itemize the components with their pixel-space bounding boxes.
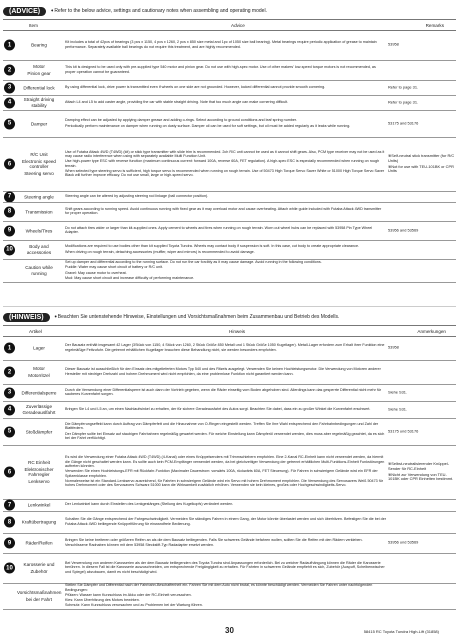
table-row <box>3 80 456 96</box>
advice-paragraph: Stellen Sie Dämpfer und Differential nach der Fahrbahn-Beschaffenheit ein. Fahren Sie mit dem Auto nicht brutal, es könnte beschädigt werden. Vermeiden Sie Fahren unter nachfolgenden Bedingungen: <box>65 583 373 592</box>
step-number: 9 <box>4 225 15 236</box>
remarks-text <box>388 540 456 547</box>
table-row <box>3 511 456 534</box>
remark-line: ※Nicht zur Verwendung von TEU-101BK oder CPR Einheiten bestimmt. <box>388 471 454 482</box>
advice-section <box>0 4 459 304</box>
advice-text <box>65 512 386 532</box>
item-line: Straight driving <box>23 96 55 102</box>
item-line: Electronic speed controller <box>22 158 56 169</box>
item-name <box>17 589 61 603</box>
item-line: Räder/Reifen <box>25 540 53 546</box>
column-remarks: Remarks <box>425 22 444 28</box>
step-number: 6 <box>4 467 15 478</box>
advice-paragraph: Verwenden Sie einen Hochleistungs-EFR mit Rückfahr-Funktion (Maximaler Dauerstrom: vorwärts 100A, rückwärts 60A, FET Steuerung). Für Fahren in schwierigem Gelände wird ein EFR der Spitzenklasse empfohlen. <box>65 469 378 478</box>
advice-intro: ➧Refer to the below advice, settings and cautionary notes when assembling and operating model. <box>50 8 267 14</box>
step-number: 8 <box>4 517 15 528</box>
page-footer <box>0 624 459 638</box>
table-row <box>3 418 456 446</box>
item-line: Lenkwinkel <box>27 502 51 508</box>
column-artikel: Artikel <box>29 328 42 334</box>
item-line: Caution while <box>25 264 53 270</box>
advice-text <box>65 402 386 417</box>
advice-text <box>65 31 386 59</box>
column-hinweis: Hinweis <box>229 328 246 334</box>
item-name <box>17 208 61 216</box>
remarks-text <box>388 120 456 127</box>
item-line: Wheels/Tires <box>25 227 53 233</box>
table-row <box>3 401 456 419</box>
advice-paragraph: Die Dämpferungseffekt kann durch Auftrag von Dämpferfett und die Hinzunahme von O-Ringen eingestellt werden. Treffen Sie Ihre Wahl entsprechend den Fahrbahnbedingungen und Zahl der Blattfedern. <box>65 421 379 431</box>
advice-paragraph: Use high-power type ESC with reverse function (maximum continuous current: forward 100A, reverse 60A, FET regulation). A high-spec ESC is especially recommended when running on rough terrain. <box>65 159 380 168</box>
item-name <box>17 389 61 397</box>
table-row <box>3 95 456 111</box>
item-name <box>17 344 61 352</box>
step-number: 5 <box>4 426 15 437</box>
advice-paragraph: Normalerweise ist ein Standard-Lenkservo ausreichend, für Fahrten in schwierigem Gelände wird ein Servo mit hohem Drehmoment empfohlen. Die Verwendung des Servosavers Weiß 50473 für hohes Drehmoment oder des Servosavers Schwarz 51000 kann die Wirksamkeit zusätzlich erhöhen. Verwenden sie kein kleines, großes oder Hochgeschwindigkeits-Servo. <box>65 479 384 488</box>
advice-paragraph: Der Dämpfer sollte bei Einsatz auf staubigen Fahrbahnen regelmäßig gewartet werden. Für weiche Einstellung kann Dämpferöl verwendet werden, dies muss aber regelmäßig geachtet, da es sich bei der Fahrt verflüchtigt. <box>65 431 385 440</box>
item-name <box>17 63 61 77</box>
item-line: Pinion gear <box>27 70 51 76</box>
advice-paragraph: Dieser Bausatz ist ausschließlich für den Einsatz des mitgelieferten Motors Typ 540 und des Ritzels ausgelegt. Verwenden Sie keinen Hochleistungsmotor. Die Verwendung von Motoren anderer Hersteller mit niedriger Drehzahl und hohem Drehmoment wird nicht empfohlen, da eine problemlose Funktion nicht garantiert werden kann. <box>65 367 381 376</box>
advice-title: (ADVICE) <box>3 7 46 16</box>
item-name <box>17 428 61 436</box>
item-name <box>17 561 61 575</box>
advice-paragraph: Set up damper and differential according to the running surface. Do not run the car forcibly as it may cause damage. Avoid running in the following conditions. <box>65 260 322 265</box>
advice-paragraph: Puddle: Water may cause short circuit of battery or R/C unit. <box>65 265 164 270</box>
advice-text <box>65 81 386 94</box>
item-name <box>17 227 61 235</box>
advice-paragraph: Periodically perform maintenance on damper when running on dusty surface. Damper oil can be used for soft settings, but oil must be added regularly as it leaks while running. <box>65 123 351 128</box>
advice-paragraph: Gravel: May cause motor to overheat. <box>65 270 127 275</box>
advice-paragraph: Mud: May cause short circuit and increase difficulty of performing maintenance. <box>65 275 195 280</box>
step-number: 6 <box>4 159 15 170</box>
advice-text <box>65 419 386 444</box>
item-line: Differential lock <box>23 84 55 90</box>
item-line: Transmission <box>25 208 53 214</box>
item-line: Stoßdämpfer <box>25 428 53 434</box>
table-row <box>3 553 456 584</box>
hinweis-header <box>3 310 456 324</box>
advice-paragraph: Damping effect can be adjusted by applying damper grease and adding o-rings. Select according to ground conditions and leaf spring number. <box>65 118 297 123</box>
advice-paragraph: Durch die Verwendung einer Differentialsperre ist auch dann der Vortrieb gegeben, wenn die Räder einseitig vom Boden abgehoben sind. Allerdings kann das gesperrte Differential nicht mehr für sauberes Kurvenfahrt sorgen. <box>65 387 382 397</box>
table-row <box>3 221 456 241</box>
table-row <box>3 583 456 610</box>
advice-text <box>65 111 386 136</box>
advice-paragraph: Bringen Sie L4 und L5 an, um einen Nachlaufwinkel zu erhalten, der für sichere Geradeausfahrt des Autos sorgt. Beachten Sie dabei, dass ein zu großer Winkel die Kurvenfahrt erschwert. <box>65 406 371 411</box>
column-advice: Advice <box>231 22 245 28</box>
item-line: Steering servo <box>24 170 54 176</box>
item-line: Damper <box>30 120 48 126</box>
step-number: 2 <box>4 367 15 378</box>
remark-line: 53956 und 53569 <box>388 539 419 545</box>
step-number: 3 <box>4 82 15 93</box>
advice-text <box>65 584 386 608</box>
remarks-text <box>388 227 456 234</box>
remark-line: ※Self-neutral stick transmitter (for R/C Units) <box>388 152 455 163</box>
item-name <box>17 96 61 110</box>
table-row <box>3 110 456 138</box>
item-name <box>17 403 61 417</box>
remarks-text <box>388 461 456 483</box>
step-number: 7 <box>4 500 15 511</box>
step-number: 5 <box>4 118 15 129</box>
item-name <box>17 518 61 526</box>
table-row <box>3 336 456 361</box>
item-line: running <box>31 271 47 276</box>
advice-paragraph: When driving on rough terrain, detaching accessories (muffler, wiper and mirrors) is recommended to avoid damage. <box>65 249 255 254</box>
advice-text <box>65 203 386 220</box>
advice-text <box>65 138 386 190</box>
remarks-text <box>388 389 456 396</box>
remark-line: ※Selbst-neutralisierender Knüppel-Sender für RC-Einheit <box>388 460 450 471</box>
remarks-text <box>388 153 456 175</box>
item-line: bei der Fahrt <box>25 596 53 602</box>
advice-table <box>3 30 456 304</box>
item-line: Lenkservo <box>28 478 50 484</box>
advice-text <box>65 554 386 582</box>
advice-paragraph: Es wird die Verwendung einer Futaba Attack 4WD (T4WD) (4-Kanal) oder eines Knüppelsenders mit Trimmschiebern empfohlen. Eine 2-Kanal RC-Einheit kann nicht verwendet werden, da hiermit die Gänge nicht geschaltet werden kann. Es sollte auch kein PCM-Empfänger verwendet werden, da bei gleichzeitiger Verwendung der getrennt erhältlichen Multi-Funktions-Einheit Funkstörungen auftreten könnten. <box>65 455 385 469</box>
advice-paragraph: Attach L4 and L5 to add caster angle, providing the car with stable straight driving. Note that too much angle can make cornering difficult. <box>65 99 289 104</box>
advice-paragraph: Modifications are required to use bodies other than kit supplied Toyota Tundra. Wheels may contact body if suspension is soft. In this case, cut body to create appropriate clearance. <box>65 244 360 249</box>
remark-line: 53175 and 53176 <box>388 120 419 126</box>
advice-text <box>65 337 386 359</box>
table-row <box>3 60 456 81</box>
item-line: Motor <box>33 366 45 371</box>
advice-text <box>65 446 386 498</box>
remarks-text <box>388 406 456 413</box>
step-number: 4 <box>4 404 15 415</box>
item-line: Geradeauslfahrt <box>22 410 56 415</box>
item-line: Zuverlässige <box>25 403 53 409</box>
table-row <box>3 259 456 283</box>
advice-paragraph: Bei Verwendung von anderen Karosserien als der dem Bausatz beiliegenden des Toyota Tundra sind Anpassungen erforderlich. Bei zu weicher Radaufhängung können die Räder die Karosserie berühren. In diesem Fall ist die Karosserie auszuschneiden, um entsprechende Freigängigkeit zu erhalten. Für Fahrten in schwerem Gelände empfiehlt es sich, Zubehör (Auspuff, Scheibenwischer und Spiegel) abzubauen, damit es nicht beschädigt wird. <box>65 560 385 574</box>
advice-text <box>65 61 386 79</box>
table-row <box>3 202 456 222</box>
advice-text <box>65 192 386 201</box>
step-number: 2 <box>4 65 15 76</box>
step-number: 4 <box>4 97 15 108</box>
item-name <box>17 365 61 379</box>
advice-text <box>65 222 386 239</box>
advice-text <box>65 96 386 109</box>
page-number: 30 <box>225 626 234 635</box>
remarks-text <box>388 99 456 106</box>
hinweis-section <box>0 310 459 622</box>
advice-paragraph: Kit includes a total of 42pcs of bearings (3 pcs x 1150, 4 pcs x 1260, 2 pcs x 850 size metal and 1pc of 1050 size ball bearing). Metal bearings require periodic application of grease to maintain performance. Separately available ball bearings do not require this treatment, and are highly recommended. <box>65 40 377 49</box>
advice-paragraph: By using differential lock, drive power is transmitted even if wheels on one side are not grounded. However, locked differential cannot provide smooth cornering. <box>65 84 326 89</box>
item-name <box>17 501 61 509</box>
table-row <box>3 533 456 554</box>
advice-text <box>65 534 386 552</box>
remarks-text <box>388 84 456 91</box>
hinweis-table <box>3 336 456 622</box>
remark-line: Refer to page 31. <box>388 84 419 90</box>
remarks-text <box>388 345 456 352</box>
advice-paragraph: Kies: Kann Überhitzung des Motors bewirken. <box>65 598 140 603</box>
table-row <box>3 30 456 61</box>
step-number: 10 <box>4 244 15 255</box>
step-number: 10 <box>4 563 15 574</box>
item-name <box>17 539 61 547</box>
column-anmerkungen: Anmerkungen <box>417 328 446 334</box>
step-number: 3 <box>4 387 15 398</box>
item-line: Elektronischer Fahrregler <box>24 466 54 477</box>
item-name <box>17 120 61 128</box>
step-number: 1 <box>4 343 15 354</box>
remark-line: 53956 and 53569 <box>388 227 419 233</box>
advice-text <box>65 361 386 383</box>
advice-paragraph: Bringen Sie keine breiteren oder größeren Reifen an als die dem Bausatz beiliegenden. Falls Sie schweres Gelände befahren wollen, sollten Sie die Reifen mit den Rädern verkleben. Verschlissene Radnaben können mit dem 53958 Steckstift-Typ Radadapter ersetzt werden. <box>65 538 363 547</box>
item-line: Differentialsperre <box>21 389 57 395</box>
advice-text <box>65 500 386 510</box>
item-line: Bearing <box>31 42 47 48</box>
advice-paragraph: Schmutz: Kann Kurzschluss verursachen und zu Problemen bei der Wartung führen. <box>65 603 203 608</box>
advice-paragraph: When selected type steering servo is sufficient, high torque servo is recommended when running on rough terrain. Use of 50473 High Torque Servo Saver White or 51000 High Torque Servo Saver Black will further improve efficacy. Do not use small, large or high-speed servo. <box>65 168 385 178</box>
advice-text <box>65 241 386 258</box>
column-item: Item <box>29 22 38 28</box>
item-name <box>17 84 61 92</box>
advice-paragraph: Pfützen: Wasser kann Kurzschluss im Akku oder der RC-Einheit verursachen. <box>65 593 192 597</box>
section-divider <box>3 306 456 307</box>
step-number: 1 <box>4 40 15 51</box>
advice-paragraph: This kit is designed to be used only with pre-supplied type 540 motor and pinion gear. Do not use with high-spec motor. Use of other makers' low-speed torque motors is not recommended, as proper operation cannot be guaranteed. <box>65 65 376 74</box>
item-name <box>17 193 61 201</box>
item-line: Motorritzel <box>28 372 50 378</box>
hinweis-title: (HINWEIS) <box>3 313 50 322</box>
advice-paragraph: Use of Futaba Attack 4WD (T4WD) (kit) or stick type transmitter with slide trim is recommended. 2ch R/C unit cannot be used as it cannot shift gears. Also, PCM type receiver may not be used as it may cause radio interference when using with separately available Multi Function Unit. <box>65 149 385 158</box>
remarks-text <box>388 42 456 49</box>
item-line: Kraftübertragung <box>21 519 57 525</box>
advice-paragraph: Schalten Sie die Gänge entsprechend der Fahrgeschwindigkeit. Vermeiden Sie ständiges Fahren in einem Gang, der Motor könnte überlastet werden und sich überhitzen. Befestigen Sie die bei der Futaba Attack 4WD beiliegende Knüppelführung für einwandfreie Bedienung. <box>65 517 387 526</box>
table-row <box>3 360 456 385</box>
item-name <box>17 151 61 177</box>
table-row <box>3 384 456 402</box>
item-name <box>17 243 61 257</box>
step-number: 7 <box>4 191 15 202</box>
advice-text <box>65 385 386 400</box>
item-line: accessories <box>26 250 52 255</box>
advice-paragraph: Steering angle can be altered by adjusting steering rod linkage (ball connector position). <box>65 193 209 198</box>
item-name <box>17 41 61 49</box>
step-number: 9 <box>4 538 15 549</box>
item-line: Motor <box>33 64 45 69</box>
advice-header <box>3 4 456 18</box>
hinweis-intro: ➧Beachten Sie untenstehende Hinweise, Einstellungen und Vorsichtsmaßnahmen beim Zusammenbau und Betrieb des Modells. <box>53 314 340 320</box>
item-line: Lager <box>33 345 45 351</box>
item-line: RC Einheit <box>28 460 50 465</box>
advice-paragraph: Do not attach tires wider or larger than kit-supplied ones. Apply cement to wheels and tires when running on rough terrain. Worn out wheel hubs can be replaced with 53958 Pin Type Wheel Adapter. <box>65 225 373 235</box>
item-line: Karosserie und <box>23 562 55 567</box>
footer-product: 58415 RC Toyota Tundra High-Lift (31858) <box>363 629 439 634</box>
item-line: stability <box>31 103 47 108</box>
remark-line: Refer to page 31. <box>388 99 419 105</box>
advice-paragraph: Der Bausatz enthält insgesamt 42 Lager (3Stück von 1150, 4 Stück von 1260, 2 Stück Größe 850 Metall und 1 Stück Größe 1050 Kugellager). Metall-Lager erfordern zum Erhalt ihrer Funktion eine regelmäßige Fettzufuhr. Die getrennt erhältlichen Kugellager brauchen diese Behandlung nicht, sie werden besonders empfohlen. <box>65 343 385 352</box>
item-line: R/C Unit <box>30 152 48 157</box>
item-name <box>17 459 61 485</box>
remark-line: Siehe S31. <box>388 389 408 395</box>
item-line: Steering angle <box>24 193 54 199</box>
table-row <box>3 240 456 260</box>
item-line: Vorsichtsmaßnahmen <box>17 590 62 595</box>
remark-line: Siehe S31. <box>388 406 408 412</box>
step-number: 8 <box>4 206 15 217</box>
item-name <box>17 264 61 278</box>
advice-paragraph: Der Lenkwinkel kann durch Einstellen des Lenkgestänges (Stellung des Kugelkopfs) verändert werden. <box>65 502 234 507</box>
remark-line: 53958 <box>388 41 399 47</box>
advice-paragraph: Shift gears according to running speed. Avoid continuous running with fixed gear as it may overload motor and cause overheating. Attach while guide included with Futaba Attack 4WD transmitter for proper operation. <box>65 206 382 216</box>
item-line: Zubehör <box>30 568 48 574</box>
remark-line: ※Not for use with TEU-101BK or CPR Units <box>388 163 454 174</box>
remark-line: 53175 und 53176 <box>388 428 419 434</box>
item-line: Body and <box>29 243 49 249</box>
remark-line: 53958 <box>388 344 399 350</box>
table-row <box>3 137 456 192</box>
advice-text <box>65 260 386 281</box>
table-row <box>3 445 456 500</box>
remarks-text <box>388 428 456 435</box>
